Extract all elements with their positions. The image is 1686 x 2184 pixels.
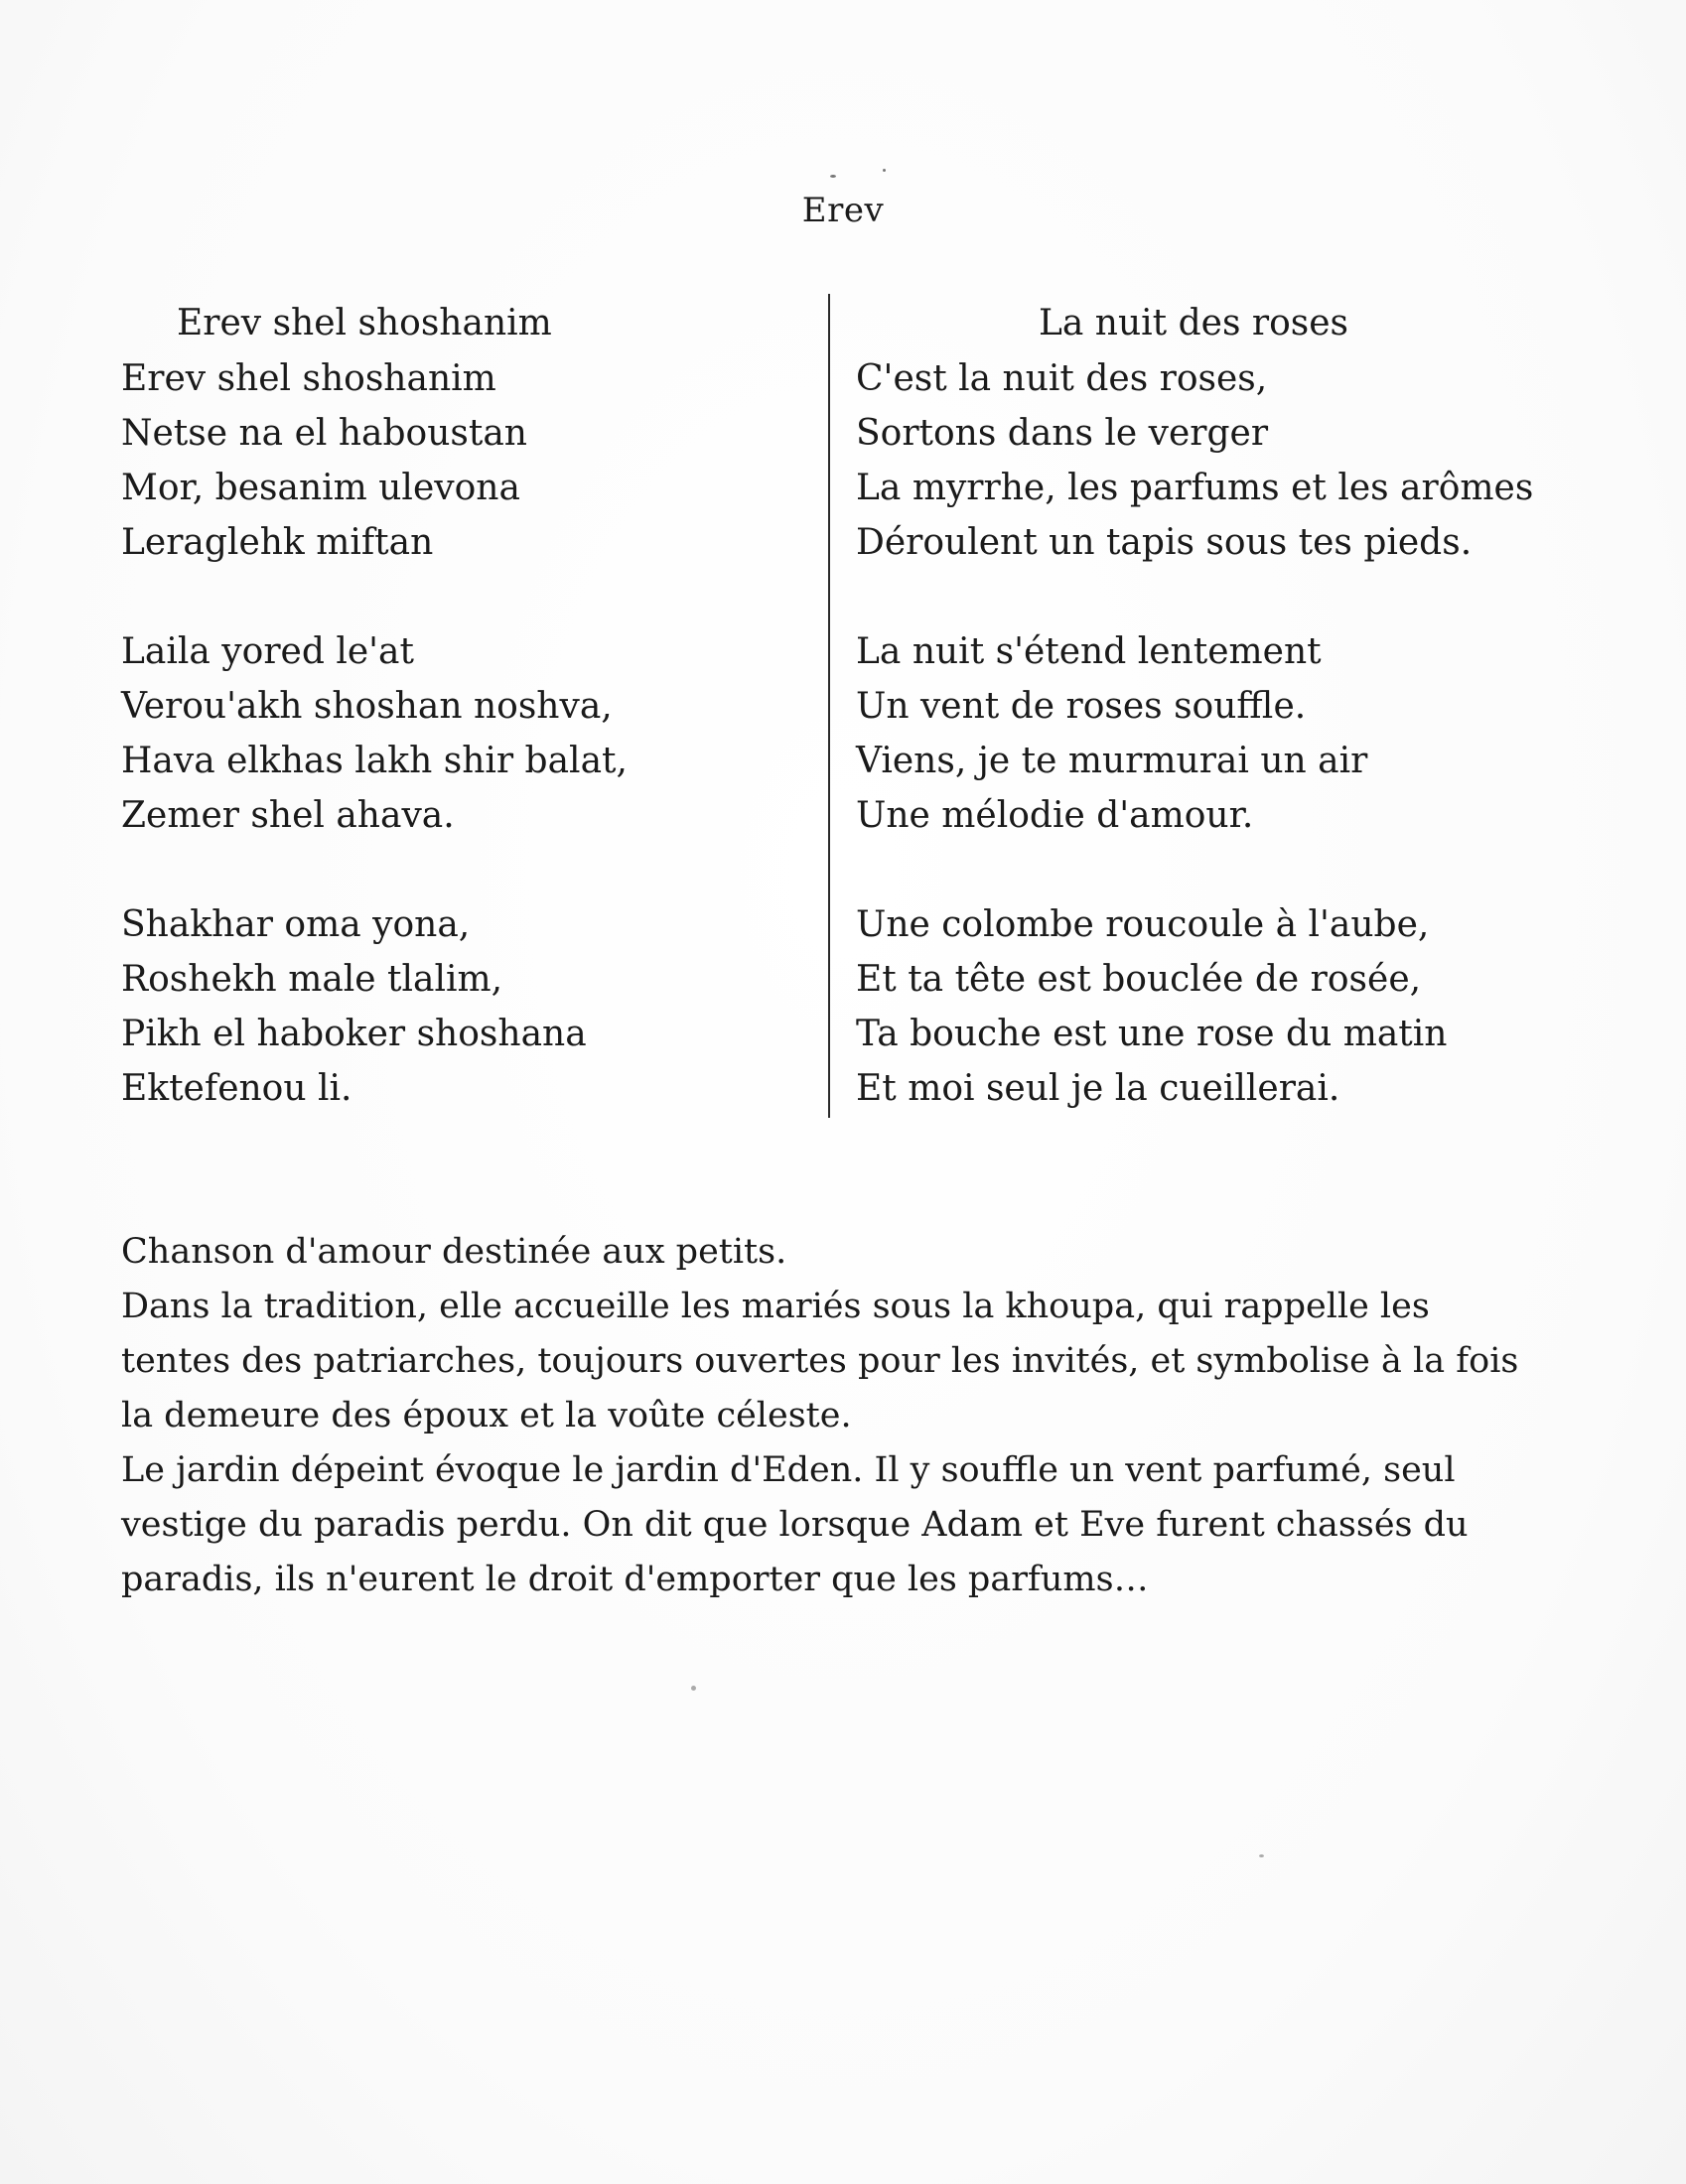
- french-translation-column: [856, 296, 1571, 1116]
- verse-line: Mor, besanim ulevona: [121, 468, 520, 508]
- scan-speck: [691, 1686, 696, 1691]
- verse-line: Roshekh male tlalim,: [121, 959, 503, 1000]
- verse-line: Zemer shel ahava.: [121, 795, 455, 836]
- scan-speck: [883, 169, 886, 172]
- commentary-paragraph: Dans la tradition, elle accueille les mariés sous la khoupa, qui rappelle les tentes des patriarches, toujours ouvertes pour les invités, et symbolise à la fois la demeure des époux et la voûte céleste.: [121, 1287, 1519, 1435]
- verse-line: Verou'akh shoshan noshva,: [121, 686, 613, 727]
- right-stanza: [856, 351, 1571, 570]
- verse-line: Hava elkhas lakh shir balat,: [121, 741, 628, 781]
- verse-line: Leraglehk miftan: [121, 522, 434, 563]
- verse-line: Une mélodie d'amour.: [856, 795, 1254, 836]
- left-stanza: [121, 351, 816, 570]
- hebrew-transliteration-column: [121, 296, 816, 1116]
- left-stanza: [121, 624, 816, 843]
- verse-line: La myrrhe, les parfums et les arômes: [856, 468, 1534, 508]
- column-divider: [828, 294, 830, 1118]
- verse-line: Viens, je te murmurai un air: [856, 741, 1368, 781]
- verse-line: Shakhar oma yona,: [121, 904, 471, 945]
- verse-line: La nuit s'étend lentement: [856, 631, 1322, 672]
- verse-line: Ta bouche est une rose du matin: [856, 1014, 1448, 1054]
- commentary-paragraph: Chanson d'amour destinée aux petits.: [121, 1232, 787, 1272]
- scan-speck: [1259, 1854, 1264, 1857]
- right-column-heading: La nuit des roses: [1038, 303, 1348, 343]
- verse-line: Et ta tête est bouclée de rosée,: [856, 959, 1422, 1000]
- verse-line: Un vent de roses souffle.: [856, 686, 1307, 727]
- verse-line: Erev shel shoshanim: [121, 358, 496, 399]
- right-stanza: [856, 897, 1571, 1116]
- right-stanza: [856, 624, 1571, 843]
- verse-line: Netse na el haboustan: [121, 413, 527, 454]
- scan-speck: [830, 175, 836, 178]
- page-title: Erev: [801, 191, 885, 230]
- verse-line: C'est la nuit des roses,: [856, 358, 1268, 399]
- verse-line: Pikh el haboker shoshana: [121, 1014, 587, 1054]
- commentary: [121, 1225, 1531, 1607]
- verse-line: Déroulent un tapis sous tes pieds.: [856, 522, 1473, 563]
- commentary-paragraph: Le jardin dépeint évoque le jardin d'Eden. Il y souffle un vent parfumé, seul vestige du paradis perdu. On dit que lorsque Adam et Eve furent chassés du paradis, ils n'eurent le droit d'emporter que les parfums…: [121, 1450, 1469, 1599]
- left-column-heading: Erev shel shoshanim: [177, 303, 552, 343]
- left-stanza: [121, 897, 816, 1116]
- verse-line: Et moi seul je la cueillerai.: [856, 1068, 1340, 1109]
- verse-line: Sortons dans le verger: [856, 413, 1269, 454]
- verse-line: Une colombe roucoule à l'aube,: [856, 904, 1430, 945]
- verse-line: Laila yored le'at: [121, 631, 414, 672]
- verse-line: Ektefenou li.: [121, 1068, 352, 1109]
